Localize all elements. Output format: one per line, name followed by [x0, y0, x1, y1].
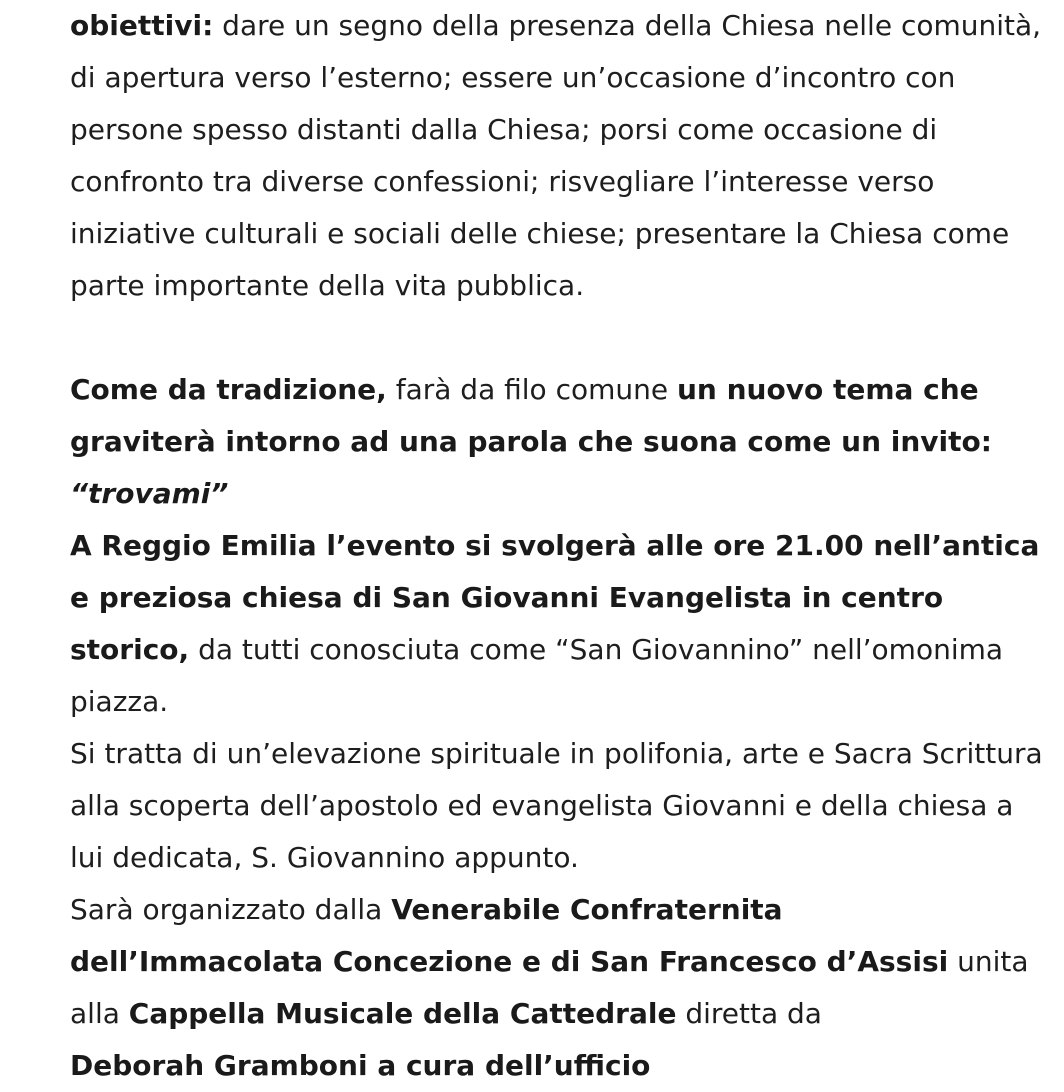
article-body — [70, 0, 1045, 1082]
obiettivi-label: obiettivi: — [70, 9, 214, 42]
evento-text: da tutti conosciuta come “San Giovannino” nell’omonima piazza. — [70, 633, 1004, 718]
article-content — [70, 0, 1045, 1092]
paragraph-tema — [70, 364, 1045, 520]
paragraph-obiettivi — [70, 0, 1045, 312]
organizzato-text: Sarà organizzato dalla — [70, 893, 392, 926]
tradizione-label: Come da tradizione, — [70, 373, 387, 406]
unita-text: unita alla — [70, 945, 1029, 1030]
evento-highlight: A Reggio Emilia l’evento si svolgerà alle ore 21.00 nell’antica e preziosa chiesa di San Giovanni Evangelista in centro storico, — [70, 529, 1040, 666]
paragraph-cut-bottom — [70, 1040, 1045, 1092]
confraternita-name: Venerabile Confraternita dell’Immacolata Concezione e di San Francesco d’Assisi — [70, 893, 949, 978]
cappella-name: Cappella Musicale della Cattedrale — [128, 997, 677, 1030]
trovami-word: “trovami” — [70, 477, 229, 510]
obiettivi-text: dare un segno della presenza della Chiesa nelle comunità, di apertura verso l’esterno; essere un’occasione d’incontro con persone spesso distanti dalla Chiesa; porsi come occasione di confronto tra diverse confessioni; risvegliare l’interesse verso iniziative culturali e sociali delle chiese; presentare la Chiesa come parte importante della vita pubblica. — [70, 9, 1042, 302]
paragraph-elevazione — [70, 728, 1045, 884]
paragraph-organizzazione — [70, 884, 1045, 1040]
diretta-text: diretta da — [676, 997, 822, 1030]
paragraph-spacer — [70, 312, 1045, 364]
tema-text: farà da filo comune — [386, 373, 677, 406]
tema-highlight: un nuovo tema che graviterà intorno ad una parola che suona come un invito: — [70, 373, 992, 458]
elevazione-text: Si tratta di un’elevazione spirituale in polifonia, arte e Sacra Scrittura alla scoperta dell’apostolo ed evangelista Giovanni e della chiesa a lui dedicata, S. Giovannino appunto. — [70, 737, 1043, 874]
paragraph-evento — [70, 520, 1045, 728]
cut-bottom-text: Deborah Gramboni a cura dell’ufficio — [70, 1049, 651, 1082]
